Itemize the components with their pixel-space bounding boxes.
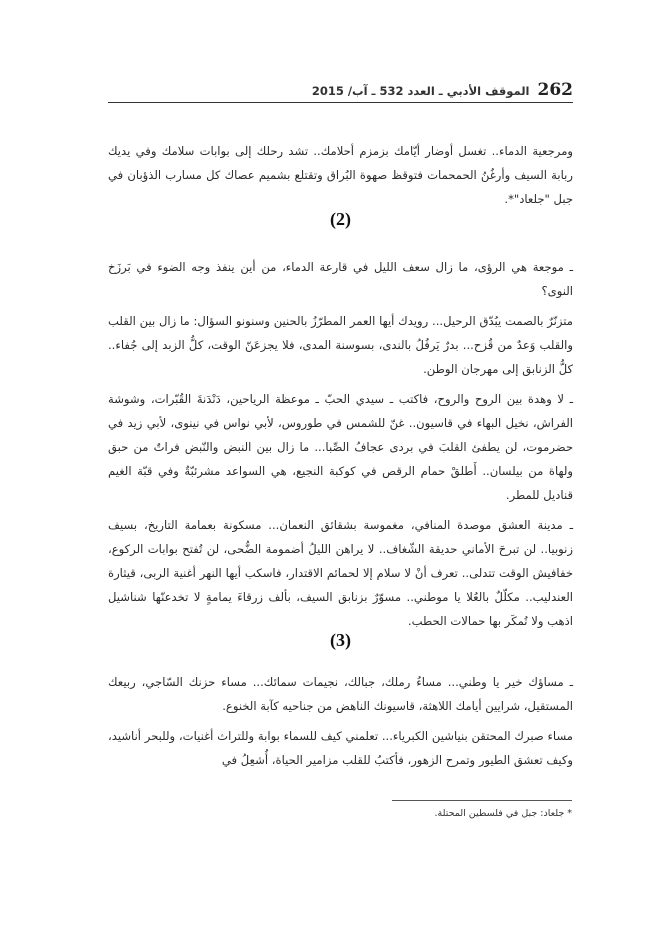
section-2 — [108, 255, 573, 639]
footnote: * جلعاد: جبل في فلسطين المحتلة. — [434, 808, 572, 819]
paragraph: ومرجعية الدماء.. تغسل أوضار أيّامك بزمزم أحلامك.. تشد رحلك إلى بوابات سلامك وفي يديك ربابة السيف وأرغُنُ الحمحمات فتوقظ صهوة البُراق وتقتلع بشميم عصاك كل مسارب الذؤبان في جبل "جلعاد"*. — [108, 144, 573, 206]
paragraph: متزنّرٌ بالصمت يبُدّق الرحيل... رويدك أيها العمر المطرّزُ بالحنين وسنونو السؤال: ما زال بين القلب والقلب وَعدٌ من قُزح... بدرٌ يَرفُلُ بالندى، بسوسنة المدى، فلا يجزعَنّ الوقت، كلُّ الزبد إلى جُفاء.. كلُّ الزنابق إلى مهرجان الوطن. — [108, 314, 573, 376]
section-1 — [108, 139, 573, 217]
section-heading-2: (2) — [330, 209, 351, 229]
page-number: 262 — [537, 80, 573, 100]
paragraph: مساء صبرك المحتقن بنياشين الكبرياء... تعلمني كيف للسماء بوابة وللتراث أغنيات، وللبحر أناشيد، وكيف تعشق الطيور وتمرح الزهور، فأكتبُ للقلب مزامير الحياة، أُشعِلُ في — [108, 729, 573, 767]
paragraph: ـ مدينة العشق موصدة المنافي، مغموسة بشقائق النعمان... مسكونة بعمامة التاريخ، بسيف زنوبيا.. لن تبرحَ الأماني حديقة الشّغاف.. لا يراهن الليلُ أضمومة الضُّحى، لن تُفتح بوابات الركوع، خفافيش الوقت تتدلى.. تعرف أنْ لا سلام إلا لحمائم الاقتدار، فاسكب أيها النهر أغنية الربى، قيثارة العندليب.. مكلّلٌ بالعُلا يا موطني.. مسوّرٌ بزنابق السيف، بألف زرقاءَ يمامةٍ لا تخدعنّها شناشيل اذهب ولا تُمكَر بها حمالات الحطب. — [108, 518, 573, 628]
page-header — [108, 78, 573, 100]
section-3 — [108, 670, 573, 778]
paragraph: ـ مساؤك خير يا وطني... مساءُ رملك، جبالك، نجيمات سمائك... مساء حزنك السّاجي، ربيعك المستقيل، شرايين أيامك اللاهثة، قاسيونك الناهض من جناحيه كآبة الخنوع. — [108, 675, 573, 713]
footnote-rule — [392, 800, 572, 801]
paragraph: ـ لا وهدة بين الروح والروح، فاكتب ـ سيدي الحبّ ـ موعظة الرياحين، دَنْدَنةَ القُبّرات، وشوشة الفراش، نخيل البهاء في قاسيون.. غنّ للشمس في طوروس، لأبي نواس في نينوى، لأبي زيد في حضرموت، لن يطفئ القلبَ في بردى عجافُ الصِّبا... ما زال بين النبض والنّبض فراتٌ من حبق ولهاة من بيلسان.. أَطلقْ حمام الرقص في كوكبة النجيع، هي السواعد مشرئبّةٌ وفي قبّة الغيم قناديل للمطر. — [108, 392, 573, 502]
header-rule — [108, 102, 573, 103]
paragraph: ـ موجعة هي الرؤى، ما زال سعف الليل في قارعة الدماء، من أين ينفذ وجه الضوء في بَرزَخ النوى؟ — [108, 260, 573, 298]
section-heading-3: (3) — [330, 630, 351, 650]
journal-issue-info: الموقف الأدبي ـ العدد 532 ـ آب/ 2015 — [311, 84, 530, 98]
